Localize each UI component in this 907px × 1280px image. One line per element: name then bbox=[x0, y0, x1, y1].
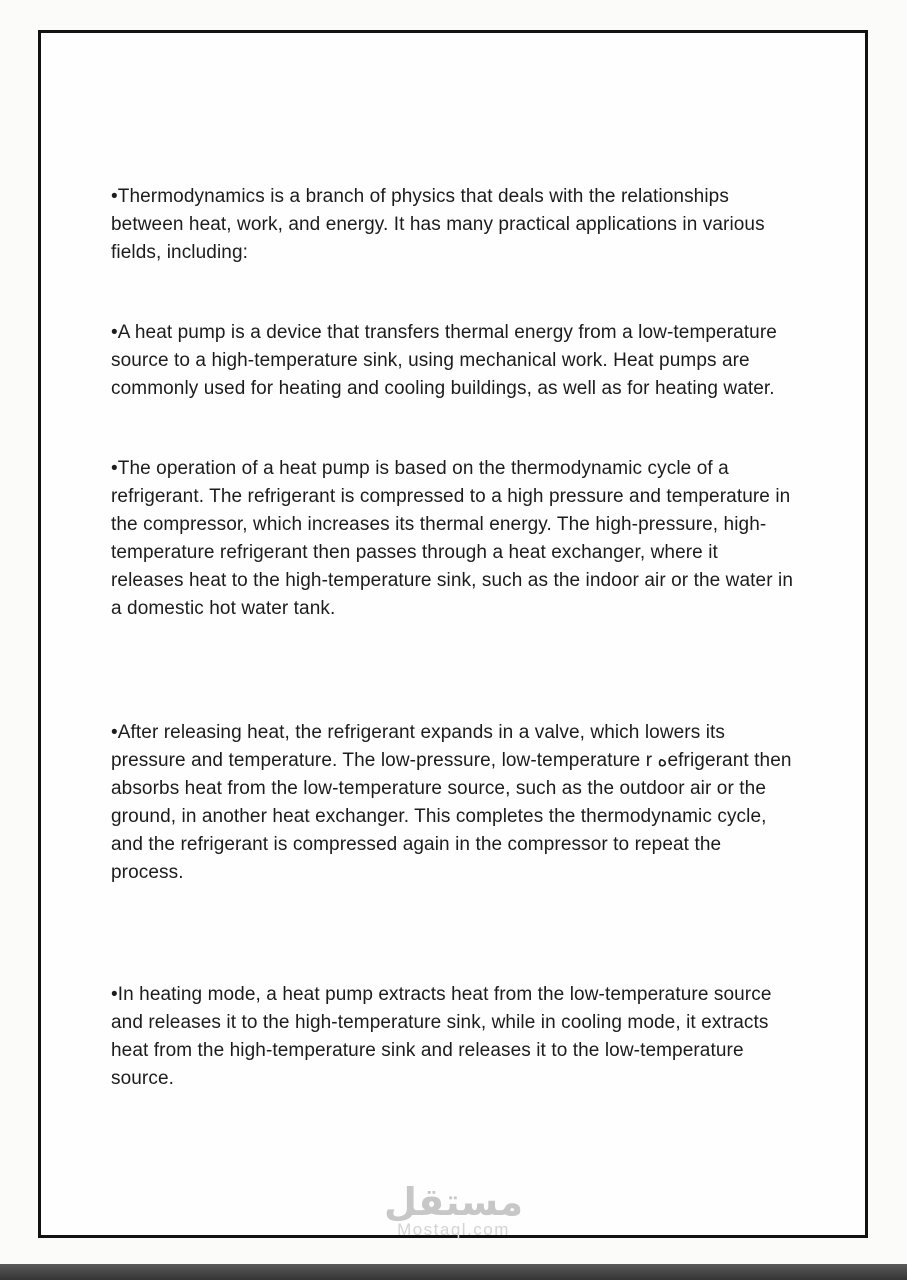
paragraph-heat-pump-operation: •The operation of a heat pump is based on the thermodynamic cycle of a refrigerant. The refrigerant is compressed to a high pressure and temperature in the compressor, which increases its thermal energy. The high-pressure, high-temperature refrigerant then passes through a heat exchanger, where it releases heat to the high-temperature sink, such as the indoor air or the water in a domestic hot water tank. bbox=[111, 458, 794, 619]
paragraph-heating-cooling-modes: •In heating mode, a heat pump extracts heat from the low-temperature source and releases it to the high-temperature sink, while in cooling mode, it extracts heat from the high-temperature sink and releases it to the low-temperature source. bbox=[111, 984, 772, 1089]
watermark-latin-text: Mostaql.com bbox=[397, 1220, 510, 1239]
bottom-edge-bar bbox=[0, 1264, 907, 1280]
document-content bbox=[111, 183, 793, 1093]
paragraph-thermodynamics-intro: •Thermodynamics is a branch of physics that deals with the relationships between heat, work, and energy. It has many practical applications in various fields, including: bbox=[111, 186, 765, 263]
paragraph-heat-pump-definition: •A heat pump is a device that transfers thermal energy from a low-temperature source to a high-temperature sink, using mechanical work. Heat pumps are commonly used for heating and cooling buildings, as well as for heating water. bbox=[111, 322, 777, 399]
watermark-arabic-logo: مستقل bbox=[384, 1180, 523, 1224]
paragraph-refrigerant-expansion: •After releasing heat, the refrigerant expands in a valve, which lowers its pressure and temperature. The low-pressure, low-temperature r ﻩefrigerant then absorbs heat from the low-temperature source, such as the outdoor air or the ground, in another heat exchanger. This completes the thermodynamic cycle, and the refrigerant is compressed again in the compressor to repeat the process. bbox=[111, 722, 792, 883]
document-page bbox=[38, 30, 868, 1238]
